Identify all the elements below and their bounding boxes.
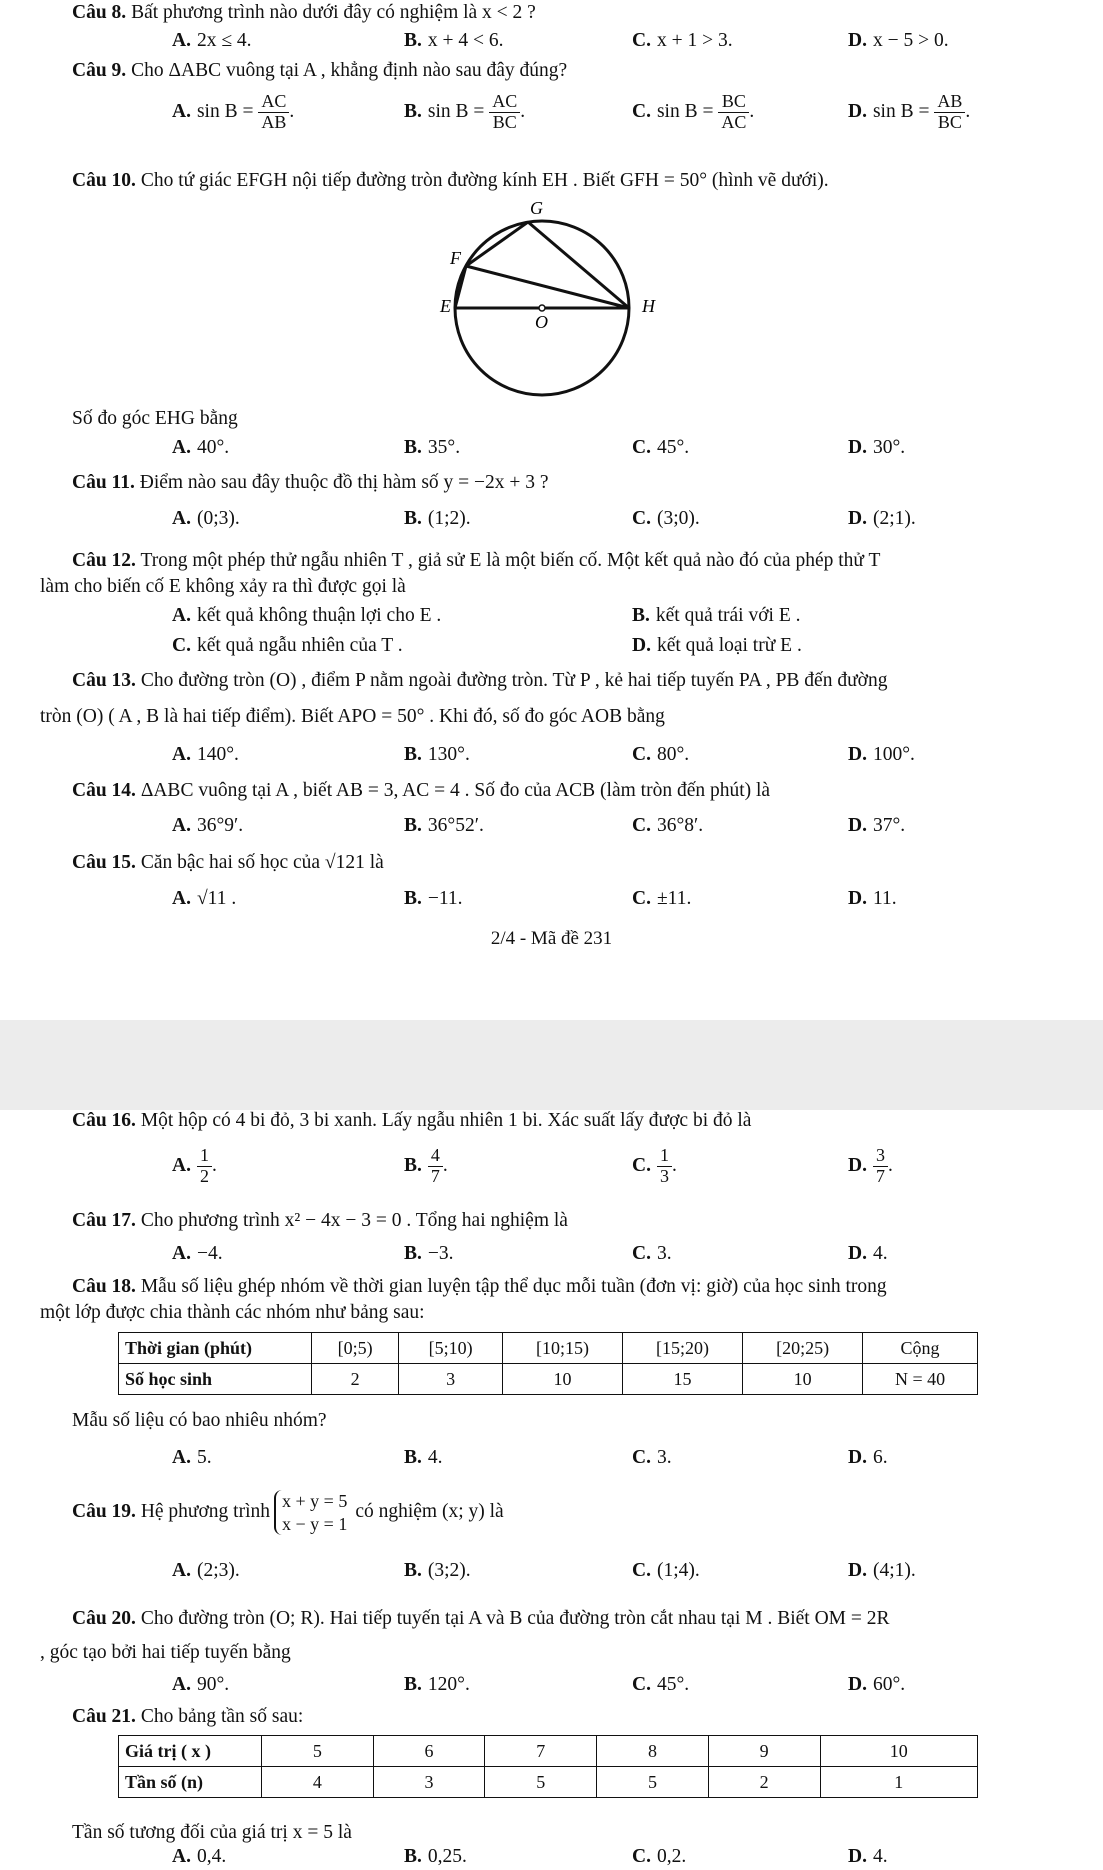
option-c[interactable]: C. kết quả ngẫu nhiên của T . [172,635,403,656]
option-b[interactable]: B. 0,25. [404,1846,467,1867]
option-b[interactable]: B. $\frac{4}{7}$ . [404,1145,448,1186]
option-d[interactable]: D. (2;1). [848,508,916,529]
question-18-cont: một lớp được chia thành các nhóm như bảng sau: [40,1302,425,1323]
label-h: H [642,296,655,316]
option-a[interactable]: A. (0;3). [172,508,240,529]
q12-options-row2 [0,635,1103,669]
question-18: Câu 18. Mẫu số liệu ghép nhóm về thời gian luyện tập thể dục mỗi tuần (đơn vị: giờ) của học sinh trong [72,1276,887,1297]
option-d[interactable]: D. 60°. [848,1674,906,1695]
option-b[interactable]: B. x + 4 < 6. [404,30,504,51]
question-11: Câu 11. Điểm nào sau đây thuộc đồ thị hàm số y = −2x + 3 ? [72,472,549,493]
option-b[interactable]: B. (3;2). [404,1560,471,1581]
exam-page-2 [0,1110,1103,1870]
option-b[interactable]: B. sin B = $\frac{AC}{BC}$ . [404,91,526,132]
question-12-cont: làm cho biến cố E không xảy ra thì được gọi là [40,576,406,597]
option-c[interactable]: C. 45°. [632,437,690,458]
option-c[interactable]: C. 0,2. [632,1846,687,1867]
q20-options [0,1674,1103,1708]
option-a[interactable]: A. √11 . [172,888,237,909]
question-16: Câu 16. Một hộp có 4 bi đỏ, 3 bi xanh. Lấy ngẫu nhiên 1 bi. Xác suất lấy được bi đỏ là [72,1110,752,1131]
option-d[interactable]: D. 11. [848,888,897,909]
q21-options [0,1846,1103,1870]
option-a[interactable]: A. 0,4. [172,1846,227,1867]
option-b[interactable]: B. 35°. [404,437,461,458]
q8-options [0,30,1103,64]
option-c[interactable]: C. 3. [632,1447,672,1468]
option-b[interactable]: B. 36°52′. [404,815,484,836]
question-20-cont: , góc tạo bởi hai tiếp tuyến bằng [40,1642,291,1663]
q21-table [118,1735,978,1798]
option-a[interactable]: A. −4. [172,1243,223,1264]
question-8 [72,2,536,24]
option-d[interactable]: D. 6. [848,1447,888,1468]
option-a[interactable]: A. 2x ≤ 4. [172,30,252,51]
option-d[interactable]: D. 100°. [848,744,915,765]
option-a[interactable]: A. (2;3). [172,1560,240,1581]
option-b[interactable]: B. kết quả trái với E . [632,605,801,626]
option-c[interactable]: C. sin B = $\frac{BC}{AC}$ . [632,91,755,132]
question-10: Câu 10. Cho tứ giác EFGH nội tiếp đường tròn đường kính EH . Biết GFH = 50° (hình vẽ dưới). [72,170,829,191]
option-c[interactable]: C. (3;0). [632,508,700,529]
table-row: Giá trị ( x ) 5 6 7 8 9 10 [119,1736,978,1767]
option-c[interactable]: C. $\frac{1}{3}$ . [632,1145,677,1186]
q9-options [0,92,1103,134]
option-d[interactable]: D. x − 5 > 0. [848,30,949,51]
label-g: G [530,200,543,218]
option-b[interactable]: B. 130°. [404,744,470,765]
label-e: E [440,296,451,316]
question-12: Câu 12. Trong một phép thử ngẫu nhiên T , giả sử E là một biến cố. Một kết quả nào đó của phép thử T [72,550,881,571]
option-c[interactable]: C. 45°. [632,1674,690,1695]
table-row: Số học sinh 2 3 10 15 10 N = 40 [119,1364,978,1395]
option-c[interactable]: C. 36°8′. [632,815,704,836]
q15-options [0,888,1103,922]
question-13: Câu 13. Cho đường tròn (O) , điểm P nằm ngoài đường tròn. Từ P , kẻ hai tiếp tuyến PA , PB đến đường [72,670,888,691]
q17-options [0,1243,1103,1277]
question-14: Câu 14. ΔABC vuông tại A , biết AB = 3, AC = 4 . Số đo của ACB (làm tròn đến phút) là [72,780,771,801]
page-footer: 2/4 - Mã đề 231 [490,928,613,949]
center-point [539,305,545,311]
label-f: F [450,248,461,268]
option-a[interactable]: A. 40°. [172,437,230,458]
q10-options [0,437,1103,471]
option-b[interactable]: B. −3. [404,1243,454,1264]
question-13-cont: tròn (O) ( A , B là hai tiếp điểm). Biết APO = 50° . Khi đó, số đo góc AOB bằng [40,706,665,727]
option-d[interactable]: D. 4. [848,1846,888,1867]
q18-table [118,1332,978,1395]
option-a[interactable]: A. kết quả không thuận lợi cho E . [172,605,442,626]
option-c[interactable]: C. ±11. [632,888,692,909]
q10-prompt: Số đo góc EHG bằng [72,408,238,429]
q16-options [0,1146,1103,1194]
equation-system: x + y = 5 x − y = 1 [274,1490,347,1535]
option-d[interactable]: D. $\frac{3}{7}$ . [848,1145,893,1186]
option-d[interactable]: D. 30°. [848,437,906,458]
table-row: Tần số (n) 4 3 5 5 2 1 [119,1767,978,1798]
q21-prompt: Tần số tương đối của giá trị x = 5 là [72,1822,352,1843]
option-d[interactable]: D. kết quả loại trừ E . [632,635,802,656]
q18-options [0,1447,1103,1481]
option-d[interactable]: D. (4;1). [848,1560,916,1581]
option-a[interactable]: A. 36°9′. [172,815,244,836]
option-a[interactable]: A. 5. [172,1447,212,1468]
option-a[interactable]: A. 90°. [172,1674,230,1695]
option-b[interactable]: B. 120°. [404,1674,470,1695]
page-separator [0,1020,1103,1110]
option-d[interactable]: D. 37°. [848,815,906,836]
question-20: Câu 20. Cho đường tròn (O; R). Hai tiếp tuyến tại A và B của đường tròn cắt nhau tại M . Biết OM = 2R [72,1608,890,1629]
question-text: Bất phương trình nào dưới đây có nghiệm là x < 2 ? [131,2,536,23]
q18-prompt: Mẫu số liệu có bao nhiêu nhóm? [72,1410,327,1431]
question-17: Câu 17. Cho phương trình x² − 4x − 3 = 0 . Tổng hai nghiệm là [72,1210,568,1231]
label-o: O [535,312,548,332]
segment-fg [466,222,528,266]
option-c[interactable]: C. 80°. [632,744,690,765]
question-19: Câu 19. Hệ phương trình x + y = 5 x − y = 1 có nghiệm (x; y) là [72,1491,504,1534]
option-b[interactable]: B. 4. [404,1447,443,1468]
question-21: Câu 21. Cho bảng tần số sau: [72,1706,304,1727]
q19-options [0,1560,1103,1594]
option-c[interactable]: C. 3. [632,1243,672,1264]
q12-options-row1 [0,605,1103,639]
option-c[interactable]: C. (1;4). [632,1560,700,1581]
question-9: Câu 9. Cho ΔABC vuông tại A , khẳng định nào sau đây đúng? [72,60,568,81]
option-a[interactable]: A. $\frac{1}{2}$ . [172,1145,217,1186]
option-a[interactable]: A. 140°. [172,744,239,765]
option-b[interactable]: B. −11. [404,888,463,909]
table-row: Thời gian (phút) [0;5) [5;10) [10;15) [15;20) [20;25) Cộng [119,1333,978,1364]
q14-options [0,815,1103,849]
q13-options [0,744,1103,778]
question-label: Câu 8. [72,2,127,23]
circle-figure [430,200,680,400]
option-d[interactable]: D. 4. [848,1243,888,1264]
q11-options [0,508,1103,542]
option-c[interactable]: C. x + 1 > 3. [632,30,733,51]
option-b[interactable]: B. (1;2). [404,508,471,529]
option-a[interactable]: A. sin B = $\frac{AC}{AB}$ . [172,91,295,132]
option-d[interactable]: D. sin B = $\frac{AB}{BC}$ . [848,91,971,132]
question-15: Câu 15. Căn bậc hai số học của √121 là [72,852,384,873]
